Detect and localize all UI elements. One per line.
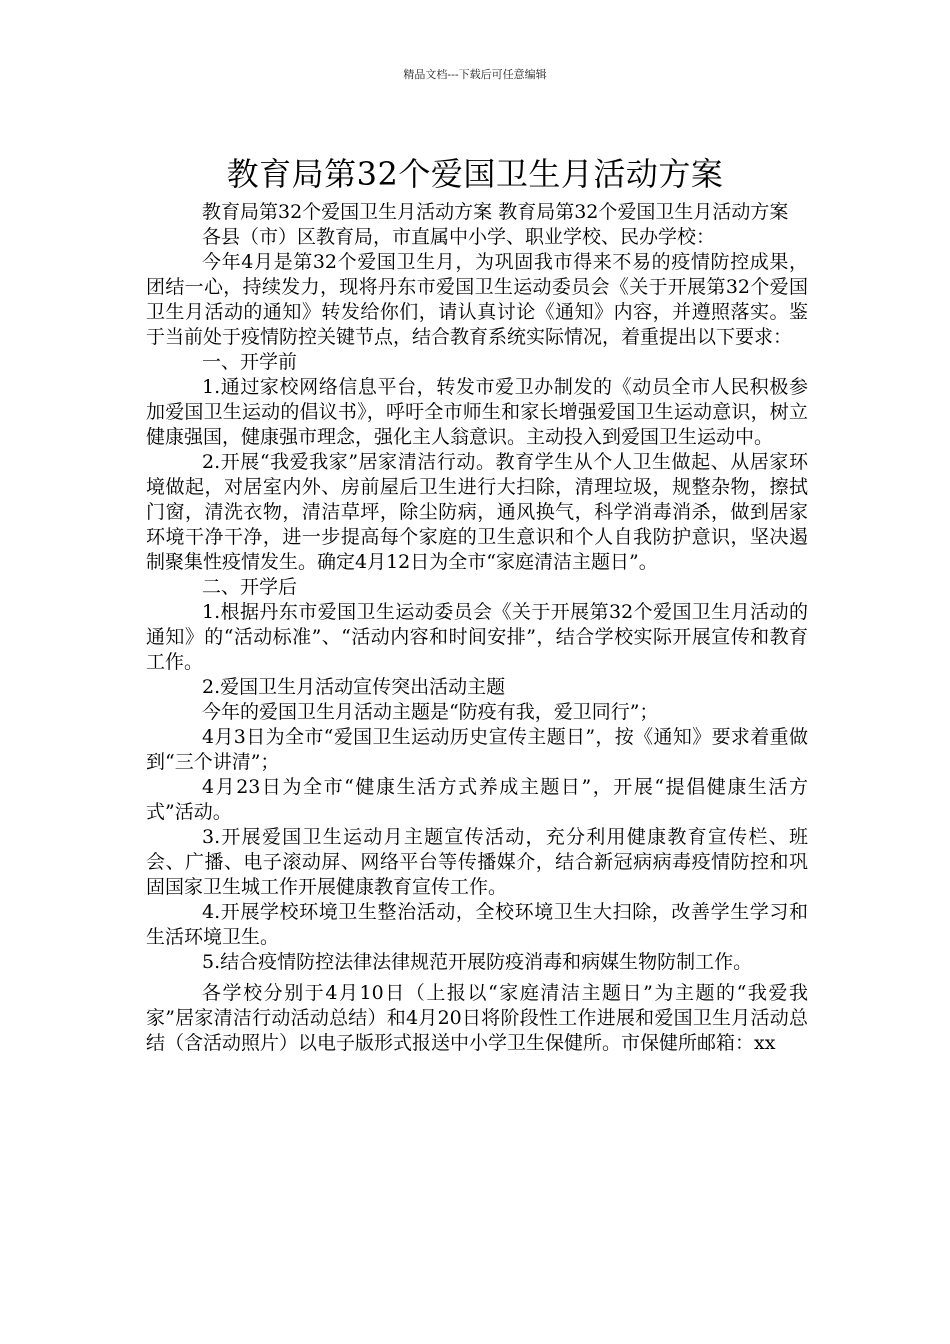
paragraph-item: 4月23日为全市“健康生活方式养成主题日”，开展“提倡健康生活方式”活动。 xyxy=(146,776,808,823)
paragraph-item: 1.通过家校网络信息平台，转发市爱卫办制发的《动员全市人民积极参加爱国卫生运动的倡议书》，呼吁全市师生和家长增强爱国卫生运动意识，树立健康强国，健康强市理念，强化主人翁意识。主动投入到爱国卫生运动中。 xyxy=(146,376,808,448)
header-note: 精品文档---下载后可任意编辑 xyxy=(403,68,547,81)
paragraph-salutation: 各县（市）区教育局，市直属中小学、职业学校、民办学校： xyxy=(202,226,716,248)
paragraph-item: 2.爱国卫生月活动宣传突出活动主题 xyxy=(202,676,506,698)
paragraph-item: 4月3日为全市“爱国卫生运动历史宣传主题日”，按《通知》要求着重做到“三个讲清”； xyxy=(146,726,808,773)
paragraph-item: 5.结合疫情防控法律法律规范开展防疫消毒和病媒生物防制工作。 xyxy=(202,951,753,973)
paragraph-item: 2.开展“我爱我家”居家清洁行动。教育学生从个人卫生做起、从居家环境做起，对居室内外、房前屋后卫生进行大扫除，清理垃圾，规整杂物，擦拭门窗，清洗衣物，清洁草坪，除尘防病，通风换气，科学消毒消杀，做到居家环境干净干净，进一步提高每个家庭的卫生意识和个人自我防护意识，坚决遏制聚集性疫情发生。确定4月12日为全市“家庭清洁主题日”。 xyxy=(146,451,808,573)
paragraph-intro: 教育局第32个爱国卫生月活动方案 教育局第32个爱国卫生月活动方案 xyxy=(202,201,789,223)
paragraph-submission: 各学校分别于4月10日（上报以“家庭清洁主题日”为主题的“我爱我家”居家清洁行动活动总结）和4月20日将阶段性工作进展和爱国卫生月活动总结（含活动照片）以电子版形式报送中小学卫生保健所。市保健所邮箱：xx xyxy=(146,982,808,1054)
paragraph-item: 3.开展爱国卫生运动月主题宣传活动，充分利用健康教育宣传栏、班会、广播、电子滚动屏、网络平台等传播媒介，结合新冠病病毒疫情防控和巩固国家卫生城工作开展健康教育宣传工作。 xyxy=(146,826,808,898)
section-heading-before-school: 一、开学前 xyxy=(202,351,298,373)
document-title: 教育局第32个爱国卫生月活动方案 xyxy=(226,155,724,194)
paragraph-item: 今年的爱国卫生月活动主题是“防疫有我，爱卫同行”； xyxy=(202,701,659,723)
paragraph-item: 1.根据丹东市爱国卫生运动委员会《关于开展第32个爱国卫生月活动的通知》的“活动标准”、“活动内容和时间安排”，结合学校实际开展宣传和教育工作。 xyxy=(146,601,808,673)
paragraph-item: 4.开展学校环境卫生整治活动，全校环境卫生大扫除，改善学生学习和生活环境卫生。 xyxy=(146,901,808,948)
document-body xyxy=(146,200,808,1056)
paragraph-background: 今年4月是第32个爱国卫生月，为巩固我市得来不易的疫情防控成果，团结一心，持续发力，现将丹东市爱国卫生运动委员会《关于开展第32个爱国卫生月活动的通知》转发给你们，请认真讨论《通知》内容，并遵照落实。鉴于当前处于疫情防控关键节点，结合教育系统实际情况，着重提出以下要求： xyxy=(146,251,808,348)
section-heading-after-school: 二、开学后 xyxy=(202,576,298,598)
